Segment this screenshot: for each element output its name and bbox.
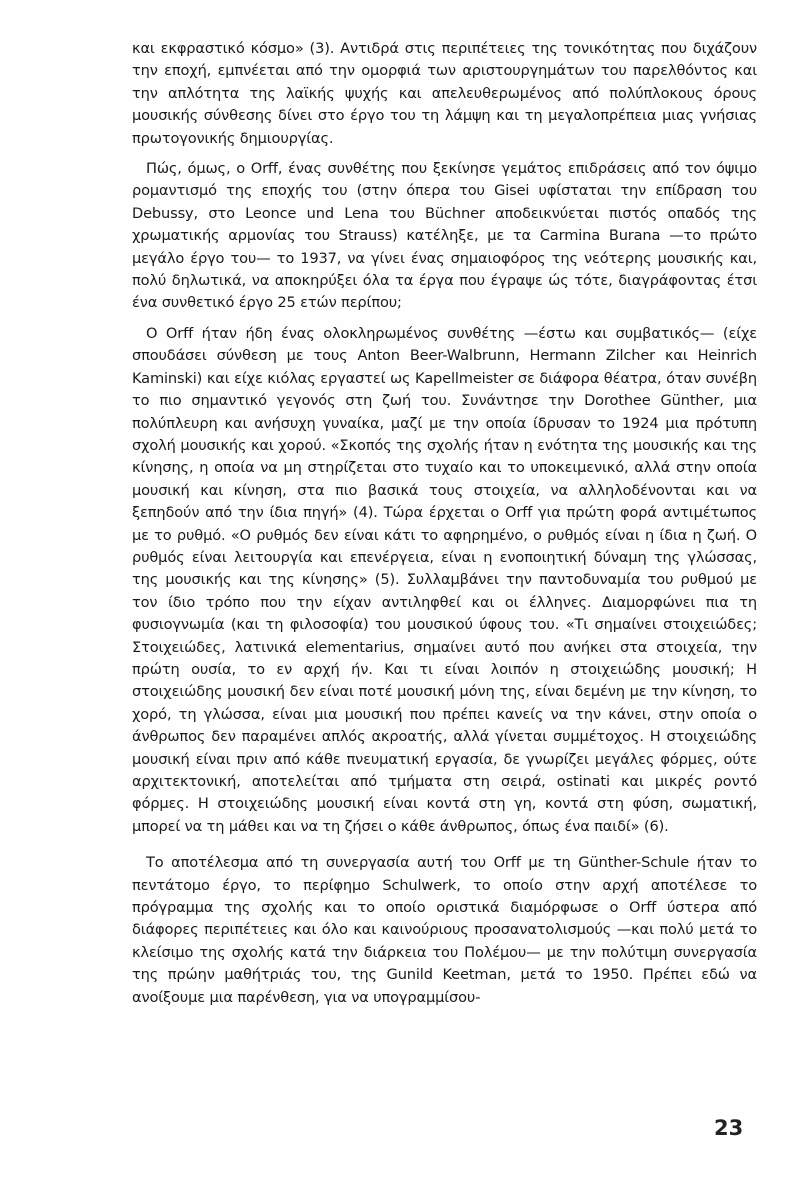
paragraph-1: και εκφραστικό κόσμο» (3). Αντιδρά στις περιπέτειες της τονικότητας που διχάζουν την εποχή, εμπνέεται από την ομορφιά των αριστουργημάτων του παρελθόντος και την απλότητα της λαϊκής ψυχής και απελευθερωμένος από πολύπλοκους όρους μουσικής σύνθεσης δίνει στο έργο του τη λάμψη και τη μεγαλοπρέπεια μιας γνήσιας πρωτογονικής δημιουργίας. <box>132 40 757 147</box>
page-number: 23 <box>714 1116 744 1140</box>
paragraph-2: Πώς, όμως, ο Orff, ένας συνθέτης που ξεκίνησε γεμάτος επιδράσεις από τον όψιμο ρομαντισμό της εποχής του (στην όπερα του Gisei υφίσταται την επίδραση του Debussy, στο Leonce und Lena του Büchner αποδεικνύεται πιστός οπαδός της χρωματικής αρμονίας του Strauss) κατέληξε, με τα Carmina Burana —το πρώτο μεγάλο έργο του— το 1937, να γίνει ένας σημαιοφόρος της νεότερης μουσικής και, πολύ δηλωτικά, να αποκηρύξει όλα τα έργα που έγραψε ώς τότε, διαγράφοντας έτσι ένα συνθετικό έργο 25 ετών περίπου; <box>132 160 757 312</box>
paragraph-3: Ο Orff ήταν ήδη ένας ολοκληρωμένος συνθέτης —έστω και συμβατικός— (είχε σπουδάσει σύνθεση με τους Anton Beer-Walbrunn, Hermann Zilcher και Heinrich Kaminski) και είχε κιόλας εργαστεί ως Kapellmeister σε διάφορα θέατρα, όταν συνέβη το πιο σημαντικό γεγονός στη ζωή του. Συνάντησε την Dorothee Günther, μια πολύπλευρη και ανήσυχη γυναίκα, μαζί με την οποία ίδρυσαν το 1924 μια πρότυπη σχολή μουσικής και χορού. «Σκοπός της σχολής ήταν η ενότητα της μουσικής και της κίνησης, η οποία να μη στηρίζεται στο τυχαίο και το υποκειμενικό, αλλά στην οποία μουσική και κίνηση, στα πιο βασικά τους στοιχεία, να αλληλοδένονται και να ξεπηδούν από την ίδια πηγή» (4). Τώρα έρχεται ο Orff για πρώτη φορά αντιμέτωπος με το ρυθμό. «Ο ρυθμός δεν είναι κάτι το αφηρημένο, ο ρυθμός είναι η ίδια η ζωή. Ο ρυθμός είναι λειτουργία και επενέργεια, είναι η ενοποιητική δύναμη της γλώσσας, της μουσικής και της κίνησης» (5). Συλλαμβάνει την παντοδυναμία του ρυθμού με τον ίδιο τρόπο που την είχαν αντιληφθεί και οι έλληνες. Διαμορφώνει πια τη φυσιογνωμία (και τη φιλοσοφία) του μουσικού ύφους του. «Τι σημαίνει στοιχειώδες; Στοιχειώδες, λατινικά elementarius, σημαίνει αυτό που ανήκει στα στοιχεία, την πρώτη ουσία, το εν αρχή ήν. Και τι είναι λοιπόν η στοιχειώδης μουσική; Η στοιχειώδης μουσική δεν είναι ποτέ μουσική μόνη της, είναι δεμένη με την κίνηση, το χορό, τη γλώσσα, είναι μια μουσική που πρέπει κανείς να την κάνει, στην οποία ο άνθρωπος δεν παραμένει απλός ακροατής, αλλά γίνεται συμμέτοχος. Η στοιχειώδης μουσική είναι πριν από κάθε πνευματική εργασία, δε γνωρίζει μεγάλες φόρμες, ούτε αρχιτεκτονική, αποτελείται από τμήματα στη σειρά, ostinati και μικρές ροντό φόρμες. Η στοιχειώδης μουσική είναι κοντά στη γη, κοντά στη φύση, σωματική, μπορεί να τη μάθει και να τη ζήσει ο κάθε άνθρωπος, όπως ένα παιδί» (6). <box>132 324 757 835</box>
paragraph-4: Το αποτέλεσμα από τη συνεργασία αυτή του Orff με τη Günther-Schule ήταν το πεντάτομο έργο, το περίφημο Schulwerk, το οποίο στην αρχή αποτέλεσε το πρόγραμμα της σχολής και το οποίο οριστικά διαμόρφωσε ο Orff ύστερα από διάφορες περιπέτειες και όλο και καινούριους προσανατολισμούς —και πολύ μετά το κλείσιμο της σχολής κατά την διάρκεια του Πολέμου— με την πολύτιμη συνεργασία της πρώην μαθήτριάς του, της Gunild Keetman, μετά το 1950. Πρέπει εδώ να ανοίξουμε μια παρένθεση, για να υπογραμμίσου- <box>132 854 757 1006</box>
body-text <box>132 38 757 1009</box>
